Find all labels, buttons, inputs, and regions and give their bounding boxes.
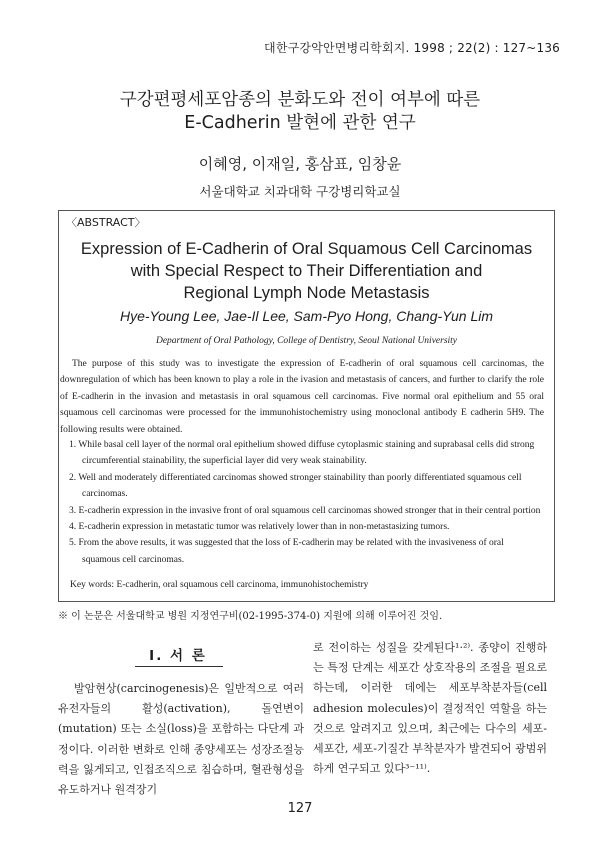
page-number: 127 [287,801,313,816]
english-title-line: Expression of E-Cadherin of Oral Squamous Cell Carcinomas [80,240,533,258]
heading-underline [135,666,223,667]
department: Department of Oral Pathology, College of Dentistry, Seoul National University [155,336,458,346]
korean-affiliation: 서울대학교 치과대학 구강병리학교실 [199,184,401,199]
results-list [60,437,542,568]
english-title [58,238,555,304]
english-authors: Hye-Young Lee, Jae-Il Lee, Sam-Pyo Hong, Chang-Yun Lim [119,308,494,324]
english-title-line: Regional Lymph Node Metastasis [183,284,430,302]
journal-reference: 대한구강악안면병리학회지. 1998 ; 22(2) : 127~136 [264,41,560,55]
result-item: 1. While basal cell layer of the normal oral epithelium showed diffuse cytoplasmic staining and suprabasal cells did strong circumferential stainability, the superficial layer did very weak stainability. [69,440,535,467]
abstract-body: The purpose of this study was to investigate the expression of E-cadherin of oral squamous cell carcinomas, the downregulation of which has been known to play a role in the ivasion and metastasis of cancers, and further to clarify the role of E-cadherin in the invasion and metastasis in oral squamous cell carcinomas. Five normal oral epithelium and 55 oral squamous cell carcinomas were processed for the immunohistochemistry using monoclonal antibody E cadherin 5H9. The following results were obtained. [60,359,544,435]
korean-title-line: E-Cadherin 발현에 관한 연구 [184,113,416,133]
section-heading: I. 서 론 [149,648,207,664]
korean-title-line: 구강편평세포암종의 분화도와 전이 여부에 따른 [119,90,481,110]
result-item: 2. Well and moderately differentiated carcinomas showed stronger stainability than poorly differentiated squamous cell carcinomas. [69,472,522,500]
english-title-line: with Special Respect to Their Differentiation and [130,262,483,280]
result-item: 4. E-cadherin expression in metastatic tumor was relatively lower than in non-metastasizing tumors. [69,522,450,533]
funding-footnote: ※ 이 논문은 서울대학교 병원 지정연구비(02-1995-374-0) 지원에 의해 이루어진 것임. [58,611,443,622]
result-item: 3. E-cadherin expression in the invasive front of oral squamous cell carcinomas showed stronger that in their central portion [69,505,541,516]
intro-left-column: 발암현상(carcinogenesis)은 일반적으로 여러 유전자들의 활성(activation), 돌연변이(mutation) 또는 소실(loss)을 포함하는 다단계 과정이다. 이러한 변화로 인해 종양세포는 성장조절능력을 잃게되고, 인접조직으로 침습하며, 혈관형성을 유도하거나 원격장기 [58,682,304,797]
korean-title [0,89,600,135]
keywords: Key words: E-cadherin, oral squamous cell carcinoma, immunohistochemistry [70,580,369,590]
intro-right-column: 로 전이하는 성질을 갖게된다¹·²⁾. 종양이 진행하는 특정 단계는 세포간 상호작용의 조절을 필요로 하는데, 이러한 데에는 세포부착분자들(cell adhesion molecules)이 결정적인 역할을 하는 것으로 알려지고 있으며, 최근에는 다수의 세포-세포간, 세포-기질간 부착분자가 발견되어 광범위하게 연구되고 있다³⁻¹¹⁾. [313,641,547,776]
result-item: 5. From the above results, it was suggested that the loss of E-cadherin may be related with the invasiveness of oral squamous cell carcinomas. [69,538,504,565]
korean-authors: 이혜영, 이재일, 홍삼표, 임창윤 [198,155,402,173]
abstract-tag: 〈ABSTRACT〉 [66,216,146,229]
